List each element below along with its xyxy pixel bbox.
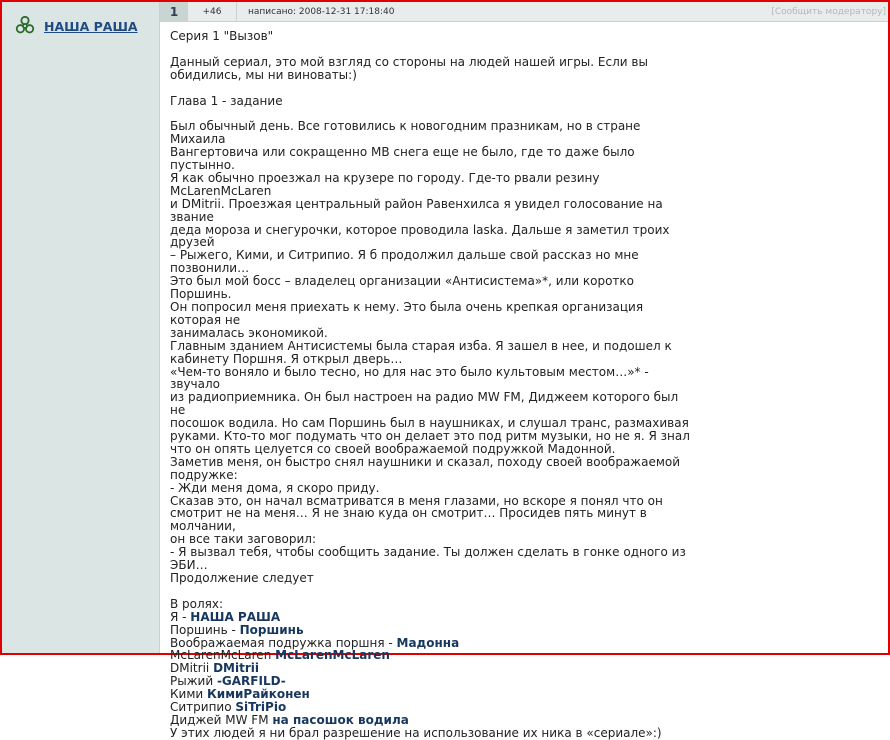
story-line: «Чем-то воняло и было тесно, но для нас это было культовым местом…»* - звучало: [170, 364, 649, 392]
chapter-title: Глава 1 - задание: [170, 93, 283, 108]
story-line: подружке:: [170, 467, 238, 482]
story-line: Он попросил меня приехать к нему. Это была очень крепкая организация которая не: [170, 299, 644, 327]
story-line: - Жди меня дома, я скоро приду.: [170, 480, 380, 495]
cast-role: Воображаемая подружка поршня -: [170, 635, 397, 650]
cast-role: Я -: [170, 609, 191, 624]
story-line: Заметив меня, он быстро снял наушники и сказал, походу своей воображаемой: [170, 454, 681, 469]
story-line: Вангертовича или сокращенно МВ снега еще не было, где то даже было пустынно.: [170, 145, 635, 173]
story-line: посошок водила. Но сам Поршинь был в наушниках, и слушал транс, размахивая: [170, 416, 689, 431]
cast-heading: В ролях:: [170, 596, 224, 611]
post-author-sidebar: [2, 2, 160, 653]
cast-nick[interactable]: НАША РАША: [190, 609, 281, 624]
story-line: Был обычный день. Все готовились к новогодним празникам, но в стране Михаила: [170, 119, 641, 147]
cast-nick[interactable]: -GARFILD-: [216, 674, 286, 689]
cast-role: Поршинь -: [170, 622, 240, 637]
story-line: деда мороза и снегурочки, которое проводила laska. Дальше я заметил троих друзей: [170, 222, 670, 250]
post-number: 1: [160, 2, 188, 21]
story-line: Сказав это, он начал всматриватся в меня глазами, но вскоре я понял что он: [170, 493, 663, 508]
cast-role: DMitrii: [170, 661, 214, 676]
cast-nick[interactable]: Мадонна: [396, 635, 460, 650]
post-content: [170, 30, 690, 740]
story-line: Я как обычно проезжал на крузере по городу. Где-то рвали резину McLarenMcLaren: [170, 170, 600, 198]
story-line: Это был мой босс – владелец организации «Антисистема»*, или коротко Поршинь.: [170, 274, 634, 302]
story-line: смотрит не на меня… Я не знаю куда он смотрит… Просидев пять минут в молчании,: [170, 506, 647, 534]
post-date: написано: 2008-12-31 17:18:40: [248, 6, 395, 17]
story-line: занималась экономикой.: [170, 325, 328, 340]
post-rating[interactable]: +46: [188, 2, 237, 21]
post-header-bar: [160, 2, 888, 22]
disclaimer-text: Данный сериал, это мой взгляд со стороны на людей нашей игры. Если вы обидились, мы ни виноваты:): [170, 54, 648, 82]
cast-nick[interactable]: DMitrii: [213, 661, 259, 676]
story-line: - Я вызвал тебя, чтобы сообщить задание. Ты должен сделать в гонке одного из: [170, 545, 686, 560]
author-block: [14, 15, 138, 37]
closing-text: У этих людей я ни брал разрешение на использование их ника в «сериале»:): [170, 725, 662, 740]
cast-nick[interactable]: Поршинь: [239, 622, 304, 637]
cast-item: [170, 714, 690, 727]
cast-role: Диджей MW FM: [170, 712, 273, 727]
story-line: руками. Кто-то мог подумать что он делает это под ритм музыки, но не я. Я знал: [170, 429, 690, 444]
cast-role: Рыжий: [170, 674, 217, 689]
report-moderator-link[interactable]: [Сообщить модератору]: [771, 6, 886, 17]
cast-nick[interactable]: на пасошок водила: [272, 712, 409, 727]
cast-role: Ситрипио: [170, 700, 236, 715]
cast-nick[interactable]: McLarenMcLaren: [275, 648, 390, 663]
series-title: Серия 1 "Вызов": [170, 29, 274, 43]
cast-role: Кими: [170, 687, 207, 702]
biohazard-icon: [14, 15, 36, 37]
story-line: кабинету Поршня. Я открыл дверь…: [170, 351, 403, 366]
story-line: – Рыжего, Кими, и Ситрипио. Я б продолжил дальше свой рассказ но мне позвонили…: [170, 248, 639, 276]
story-line: и DMitrii. Проезжая центральный район Равенхилса я увидел голосование на звание: [170, 196, 663, 224]
story-line: он все таки заговорил:: [170, 532, 316, 547]
cast-nick[interactable]: КимиРайконен: [206, 687, 310, 702]
cast-role: McLarenMcLaren: [170, 648, 276, 663]
story-line: что он опять целуется со своей воображаемой подружкой Мадонной.: [170, 441, 616, 456]
story-line: Продолжение следует: [170, 571, 314, 586]
story-line: ЭБИ…: [170, 558, 208, 573]
cast-nick[interactable]: SiTriPio: [235, 700, 287, 715]
story-line: из радиоприемника. Он был настроен на радио MW FM, Диджеем которого был не: [170, 390, 679, 418]
story-line: Главным зданием Антисистемы была старая изба. Я зашел в нее, и подошел к: [170, 338, 672, 353]
author-name-link[interactable]: НАША РАША: [44, 18, 138, 34]
